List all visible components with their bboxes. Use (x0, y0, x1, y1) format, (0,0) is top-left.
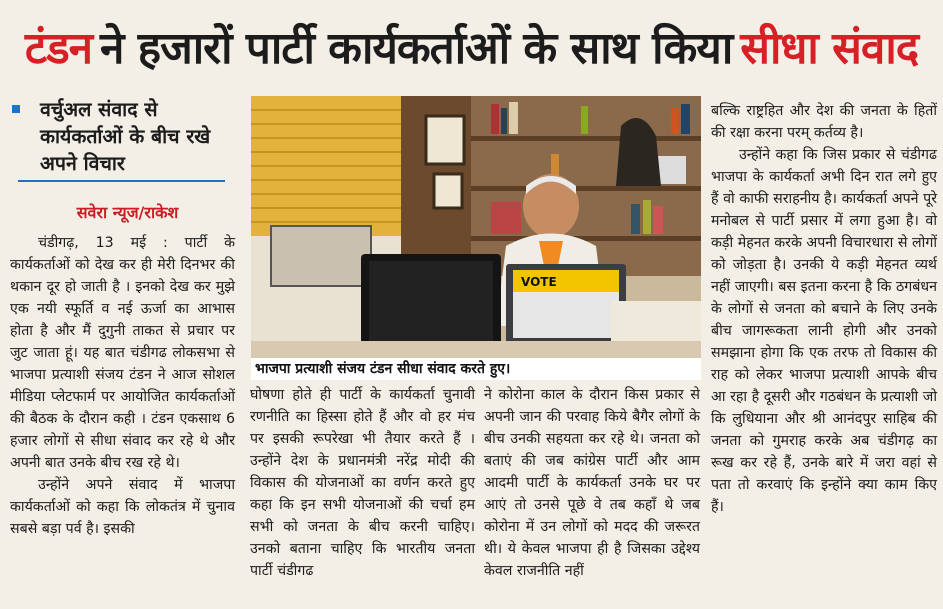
paragraph: उन्होंने अपने संवाद में भाजपा कार्यकर्ताओं को कहा कि लोकतंत्र में चुनाव सबसे बड़ा पर्व है। इसकी (10, 477, 235, 537)
column-4 (711, 100, 937, 518)
column-3 (484, 384, 700, 582)
headline-part-3: सीधा संवाद (740, 23, 919, 74)
headline-part-2: ने हजारों पार्टी कार्यकर्ताओं के साथ किया (100, 23, 733, 74)
photo-caption: भाजपा प्रत्याशी संजय टंडन सीधा संवाद करते हुए। (251, 358, 701, 380)
paragraph: बल्कि राष्ट्रहित और देश की जनता के हितों की रक्षा करना परम् कर्तव्य है। (711, 103, 937, 141)
column-2 (250, 384, 475, 582)
paragraph: उन्होंने कहा कि जिस प्रकार से चंडीगढ भाजपा के कार्यकर्ता अभी दिन रात लगे हुए हैं वो काफी सराहनीय है। कार्यकर्ता अपने पूरे मनोबल से पार्टी प्रसार में लगा हुआ है। वो कड़ी मेहनत करके अपनी विचारधारा से लोगों को जोड़ता है। उनकी ये कड़ी मेहनत व्यर्थ नहीं जाएगी। बस इतना करना है कि ठगबंधन के लोगों से जनता को बचाने के लिए उनके बीच जागरूकता लानी होगी और उनको समझाना होगा कि एक तरफ तो विकास की राह को लेकर भाजपा प्रत्याशी आपके बीच आ रहा है दूसरी और गठबंधन के प्रत्याशी जो कि लुधियाना और श्री आनंदपुर साहिब की जनता को गुमराह करके अब चंडीगढ़ का रूख कर रहे हैं, उनके बारे में जरा वहां से पता तो करवाएं कि इन्होंने क्या काम किए हैं। (711, 147, 937, 515)
paragraph: ने कोरोना काल के दौरान किस प्रकार से अपनी जान की परवाह किये बैगैर लोगों के बीच उनकी सहयता कर रहे थे। जनता को बताएं की जब कांग्रेस पार्टी और आम आदमी पार्टी के कार्यकर्ता उनके घर पर आएं तो उनसे पूछे वे तब कहाँ थे जब कोरोना में उन लोगों को मदद की जरूरत थी। ये केवल भाजपा ही है जिसका उद्देश्य केवल राजनीति नहीं (484, 387, 700, 579)
news-photo (251, 96, 701, 358)
photo-illustration (251, 96, 701, 358)
headline (0, 0, 943, 92)
summary-divider (18, 180, 225, 182)
summary-box (12, 96, 227, 177)
headline-part-1: टंडन (24, 23, 93, 74)
paragraph: घोषणा होते ही पार्टी के कार्यकर्ता चुनावी रणनीति का हिस्सा होते हैं और वो हर मंच पर इसकी रूपरेखा भी तैयार करते हैं । उन्होंने देश के प्रधानमंत्री नरेंद्र मोदी की विकास की योजनाओं का वर्णन करते हुए कहा कि इन सभी योजनाओं की चर्चा हम सभी को जनता के बीच करनी चाहिए। उनको बताना चाहिए कि भारतीय जनता पार्टी चंडीगढ (250, 387, 475, 579)
column-1 (10, 232, 235, 540)
summary-text: वर्चुअल संवाद से कार्यकर्ताओं के बीच रखे अपने विचार (40, 98, 211, 175)
bullet-square-icon (12, 105, 20, 113)
sign-text: VOTE (521, 275, 557, 289)
paragraph: चंडीगढ़, 13 मई : पार्टी के कार्यकर्ताओं को देख कर ही मेरी दिनभर की थकान दूर हो जाती है । इनको देख कर मुझे एक नयी स्फूर्ति व नई ऊर्जा का आभास होता है और मैं दुगुनी ताकत से प्रचार पर जुट जाता हूं। यह बात चंडीगढ लोकसभा से भाजपा प्रत्याशी संजय टंडन ने आज सोशल मीडिया प्लेटफार्म पर आयोजित कार्यकर्ताओं की बैठक के दौरान कही । टंडन एकसाथ 6 हजार लोगों से सीधा संवाद कर रहे थे और अपनी बात उनके बीच रख रहे थे। (10, 235, 235, 471)
byline: सवेरा न्यूज/राकेश (76, 203, 179, 222)
